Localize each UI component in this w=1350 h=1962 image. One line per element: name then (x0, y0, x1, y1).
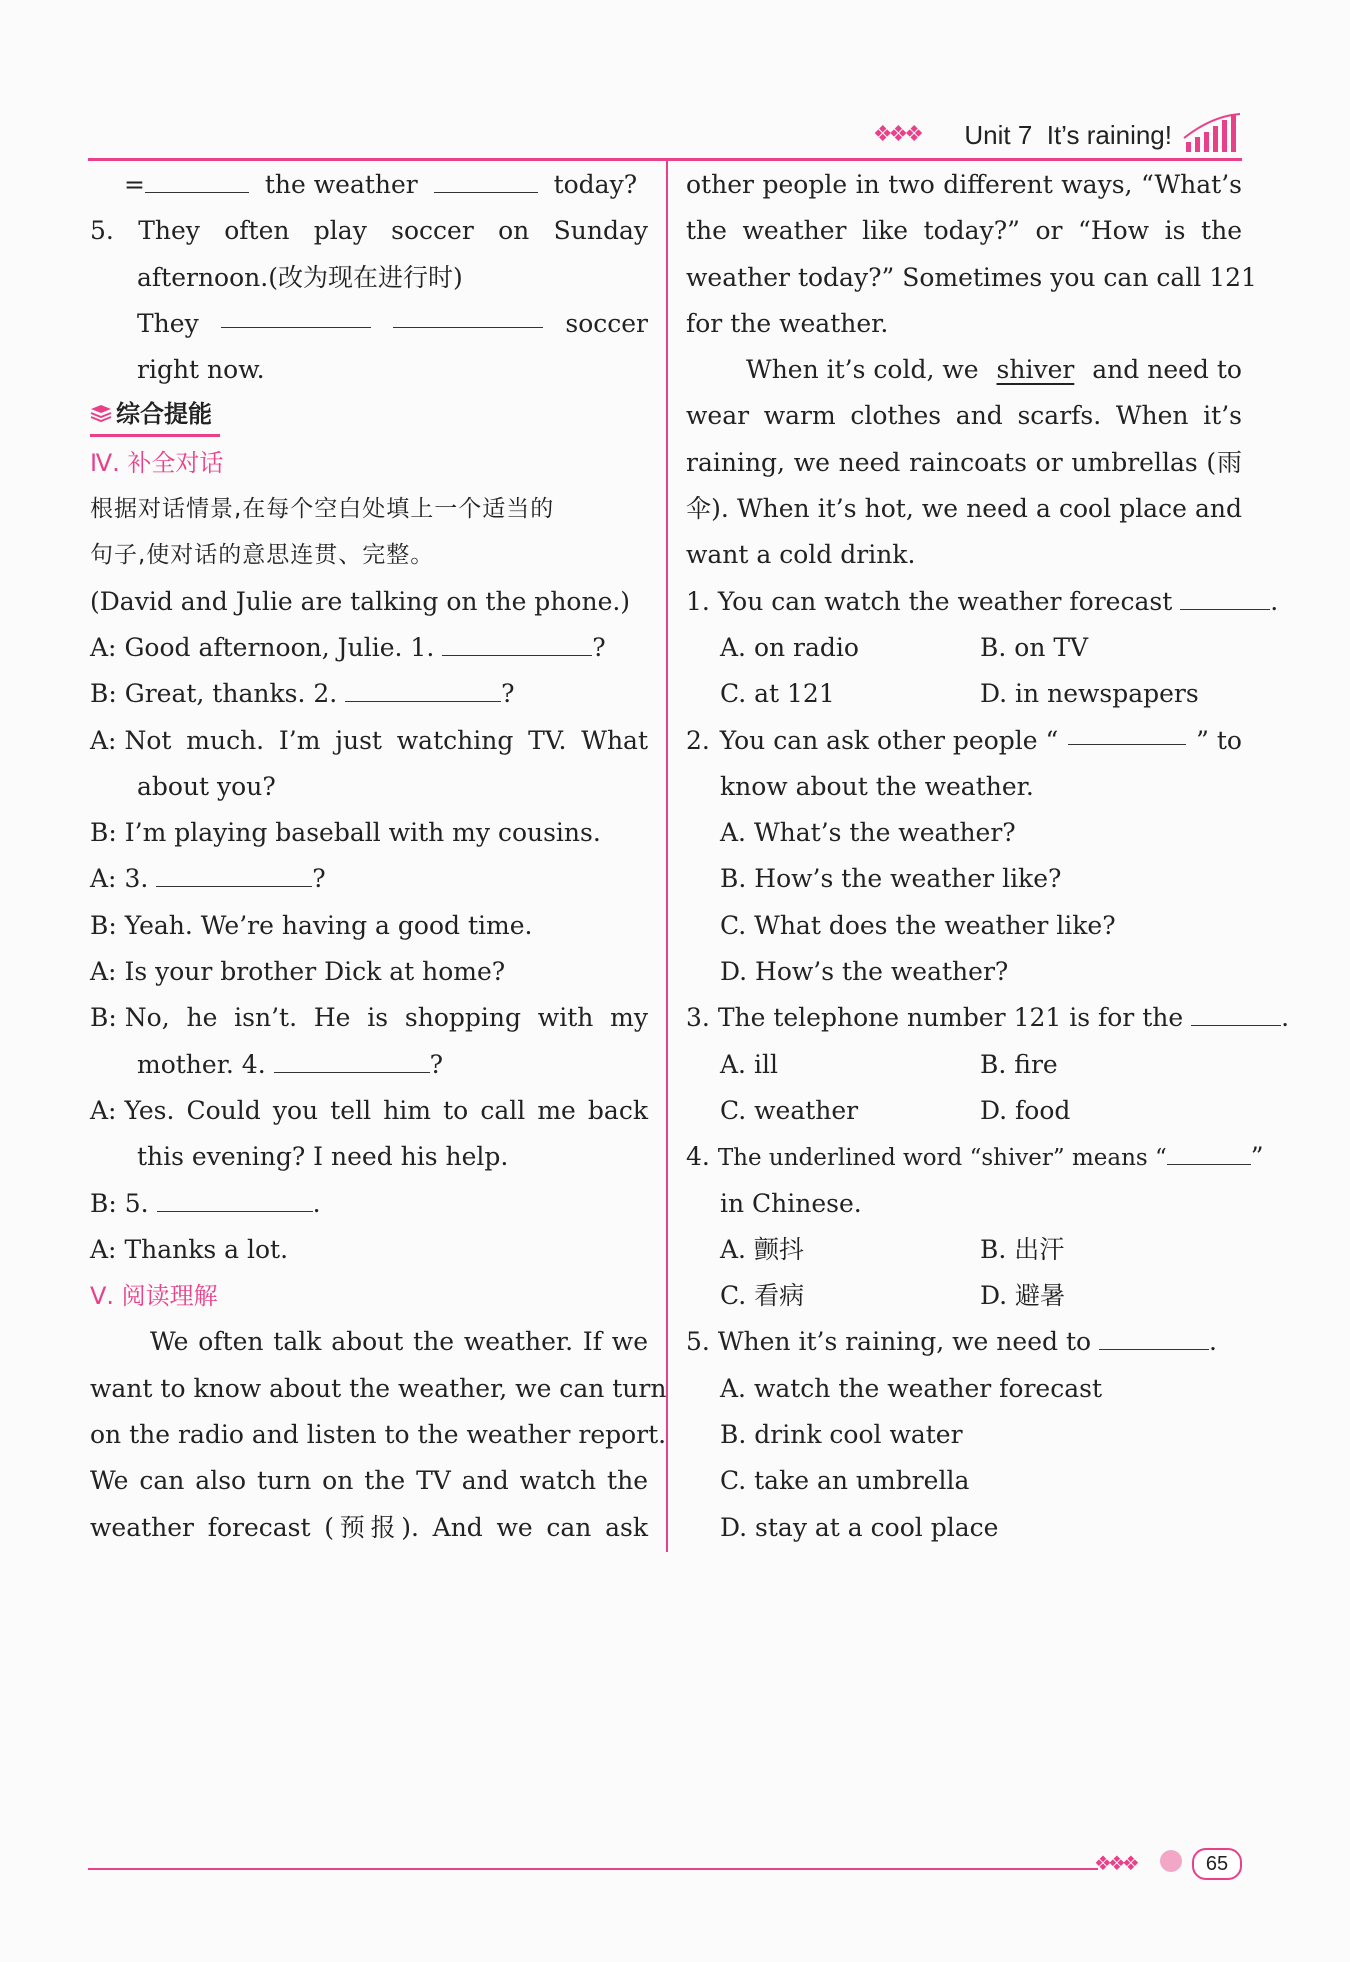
option-c[interactable]: C. weather (720, 1095, 859, 1125)
option-a[interactable]: A. What’s the weather? (720, 818, 1016, 848)
part5-heading: Ⅴ. 阅读理解 (90, 1282, 218, 1311)
dialogue-line: A: Not much. I’m just watching TV. What (90, 725, 648, 755)
dialogue-line-cont: about you? (137, 771, 276, 801)
option-c[interactable]: C. What does the weather like? (720, 910, 1116, 940)
reading-line: want a cold drink. (686, 540, 916, 570)
option-b[interactable]: B. 出汗 (980, 1234, 1065, 1264)
option-a[interactable]: A. ill (720, 1049, 778, 1079)
question-2-cont: know about the weather. (720, 771, 1034, 801)
column-divider (666, 160, 668, 1552)
option-c[interactable]: C. at 121 (720, 679, 835, 709)
section-title: 综合提能 (90, 393, 648, 439)
dialogue-line: B: Great, thanks. 2. ? (90, 671, 648, 717)
diamond-arrows-icon: ❖❖❖ (872, 122, 920, 147)
option-a[interactable]: A. on radio (720, 632, 859, 662)
option-d[interactable]: D. 避暑 (980, 1281, 1066, 1311)
option-b[interactable]: B. How’s the weather like? (720, 864, 1062, 894)
dialogue-line-cont: mother. 4. ? (90, 1042, 648, 1088)
instruction: 根据对话情景,在每个空白处填上一个适当的 (90, 496, 555, 523)
question-5: 5. When it’s raining, we need to . (686, 1319, 1242, 1365)
reading-line: the weather like today?” or “How is the (686, 216, 1242, 246)
question-5-answer: They soccer (90, 301, 648, 347)
reading-line: We can also turn on the TV and watch the (90, 1466, 648, 1496)
options-row (686, 1273, 1242, 1319)
question-2: 2. You can ask other people “ ” to (686, 718, 1242, 764)
option-d[interactable]: D. food (980, 1095, 1071, 1125)
answer-blank[interactable] (442, 629, 592, 656)
circle-ornament-icon (1160, 1850, 1182, 1872)
reading-line: When it’s cold, we shiver and need to (686, 347, 1242, 393)
option-b[interactable]: B. on TV (980, 632, 1089, 662)
unit-title (964, 120, 1172, 151)
answer-blank[interactable] (1068, 718, 1186, 745)
diamond-arrows-icon: ❖❖❖ (1094, 1851, 1136, 1875)
options-row (686, 625, 1242, 671)
option-a[interactable]: A. 颤抖 (720, 1234, 804, 1264)
question-5-answer-line2: right now. (137, 355, 265, 385)
reading-line: 伞). When it’s hot, we need a cool place and (686, 494, 1242, 524)
reading-line: for the weather. (686, 308, 889, 338)
dialogue-line: A: Is your brother Dick at home? (90, 957, 506, 987)
option-d[interactable]: D. stay at a cool place (720, 1512, 999, 1542)
options-row (686, 1088, 1242, 1134)
answer-blank[interactable] (434, 166, 538, 193)
dialogue-line: B: No, he isn’t. He is shopping with my (90, 1003, 648, 1033)
question-1: 1. You can watch the weather forecast . (686, 579, 1242, 625)
dialogue-line: B: 5. . (90, 1181, 648, 1227)
question-5-line2: afternoon.(改为现在进行时) (137, 262, 463, 292)
reading-line: want to know about the weather, we can turn (90, 1373, 667, 1403)
options-row (686, 1042, 1242, 1088)
options-row (686, 671, 1242, 717)
answer-blank[interactable] (1099, 1323, 1209, 1350)
reading-line: wear warm clothes and scarfs. When it’s (686, 401, 1242, 431)
page-number: 65 (1192, 1848, 1242, 1880)
rewrite-line: = the weather today? (90, 162, 648, 208)
reading-line: weather forecast (预报). And we can ask (90, 1512, 648, 1542)
option-c[interactable]: C. take an umbrella (720, 1466, 970, 1496)
book-stack-icon (90, 404, 112, 424)
signal-bars-icon (1182, 112, 1242, 154)
question-3: 3. The telephone number 121 is for the . (686, 995, 1242, 1041)
answer-blank[interactable] (1191, 999, 1281, 1026)
reading-line: weather today?” Sometimes you can call 121 (686, 262, 1257, 292)
answer-blank[interactable] (156, 860, 312, 887)
dialogue-line: A: 3. ? (90, 856, 648, 902)
answer-blank[interactable] (145, 166, 249, 193)
dialogue-line: B: I’m playing baseball with my cousins. (90, 818, 601, 848)
option-d[interactable]: D. in newspapers (980, 679, 1199, 709)
dialogue-line: A: Good afternoon, Julie. 1. ? (90, 625, 648, 671)
answer-blank[interactable] (1167, 1138, 1251, 1165)
option-b[interactable]: B. drink cool water (720, 1420, 963, 1450)
dialogue-context: (David and Julie are talking on the phone.) (90, 586, 631, 616)
reading-line: We often talk about the weather. If we (150, 1327, 648, 1357)
question-5: 5. They often play soccer on Sunday (90, 216, 648, 246)
dialogue-line: B: Yeah. We’re having a good time. (90, 910, 533, 940)
reading-line: on the radio and listen to the weather report. (90, 1420, 667, 1450)
dialogue-line: A: Thanks a lot. (90, 1234, 289, 1264)
footer-rule (88, 1868, 1098, 1870)
answer-blank[interactable] (1180, 583, 1270, 610)
option-d[interactable]: D. How’s the weather? (720, 957, 1009, 987)
option-a[interactable]: A. watch the weather forecast (720, 1373, 1103, 1403)
answer-blank[interactable] (345, 675, 501, 702)
left-column (90, 162, 667, 1551)
reading-line: other people in two different ways, “What’s (686, 170, 1242, 199)
options-row (686, 1227, 1242, 1273)
answer-blank[interactable] (221, 301, 371, 328)
instruction: 句子,使对话的意思连贯、完整。 (90, 542, 435, 569)
unit-number: Unit 7 (964, 120, 1033, 150)
option-c[interactable]: C. 看病 (720, 1281, 805, 1311)
right-column (686, 162, 1290, 1551)
part4-heading: Ⅳ. 补全对话 (90, 448, 224, 477)
dialogue-line-cont: this evening? I need his help. (137, 1142, 509, 1172)
page-header (88, 110, 1242, 161)
dialogue-line: A: Yes. Could you tell him to call me back (90, 1095, 648, 1125)
question-4: 4. The underlined word “shiver” means “ ” (686, 1134, 1242, 1180)
answer-blank[interactable] (274, 1046, 430, 1073)
unit-name: It’s raining! (1046, 120, 1172, 150)
question-4-cont: in Chinese. (720, 1188, 862, 1218)
answer-blank[interactable] (157, 1185, 313, 1212)
underlined-word: shiver (996, 355, 1075, 385)
answer-blank[interactable] (393, 301, 543, 328)
option-b[interactable]: B. fire (980, 1049, 1058, 1079)
reading-line: raining, we need raincoats or umbrellas (雨 (686, 447, 1242, 477)
